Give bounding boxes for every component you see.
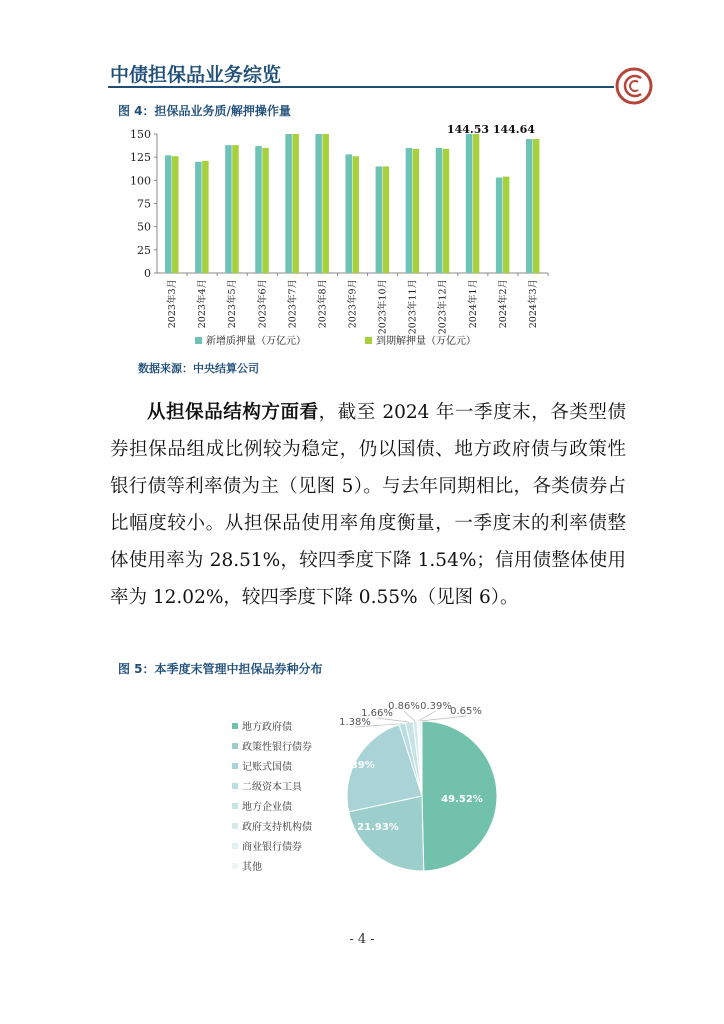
legend-swatch bbox=[232, 863, 238, 869]
legend-swatch bbox=[195, 337, 202, 344]
y-tick-label: 150 bbox=[130, 128, 151, 141]
bar-release bbox=[473, 134, 480, 273]
figure-4-title: 图 4：担保品业务质/解押操作量 bbox=[118, 104, 291, 118]
paragraph-lead: 从担保品结构方面看 bbox=[147, 402, 319, 423]
legend-label: 政府支持机构债 bbox=[242, 822, 312, 833]
ccdc-logo-icon bbox=[614, 66, 654, 106]
x-tick-label: 2023年6月 bbox=[257, 279, 269, 329]
legend-swatch bbox=[365, 337, 372, 344]
x-tick-label: 2023年7月 bbox=[287, 279, 299, 329]
bar-pledge bbox=[195, 162, 202, 273]
bar-release bbox=[202, 161, 209, 273]
x-tick-label: 2024年3月 bbox=[527, 279, 539, 329]
paragraph-text: ，截至 2024 年一季度末，各类型债券担保品组成比例较为稳定，仍以国债、地方政府债与政策性银行债等利率债为主（见图 5）。与去年同期相比，各类债券占比幅度较小。从担保品使用率角度衡量，一季度末的利率债整体使用率为 28.51%，较四季度下降 1.54%；信用债整体使用率为 12.02%，较四季度下降 0.55%（见图 6）。 bbox=[110, 402, 626, 608]
bar-pledge bbox=[315, 134, 322, 273]
legend-swatch bbox=[232, 823, 238, 829]
bar-release bbox=[533, 139, 540, 273]
pie-data-label: 23.39% bbox=[333, 760, 375, 771]
legend-label: 商业银行债券 bbox=[242, 842, 302, 853]
legend-swatch bbox=[232, 803, 238, 809]
x-tick-label: 2023年8月 bbox=[317, 279, 329, 329]
body-paragraph bbox=[110, 394, 626, 616]
data-label: 144.53 144.64 bbox=[446, 123, 535, 136]
pie-data-label: 1.66% bbox=[361, 708, 393, 719]
pie-data-label: 0.65% bbox=[450, 706, 482, 717]
figure-5-title: 图 5：本季度末管理中担保品券种分布 bbox=[118, 662, 323, 676]
bar-pledge bbox=[255, 146, 262, 273]
pie-data-label: 21.93% bbox=[357, 822, 399, 833]
y-tick-label: 50 bbox=[137, 220, 151, 234]
legend-swatch bbox=[232, 763, 238, 769]
x-tick-label: 2023年4月 bbox=[197, 279, 209, 329]
page-header-title: 中债担保品业务综览 bbox=[110, 64, 282, 86]
bar-release bbox=[413, 149, 420, 273]
pie-data-label: 0.86% bbox=[388, 701, 420, 712]
header-divider bbox=[108, 86, 614, 88]
bar-pledge bbox=[406, 148, 413, 273]
y-tick-label: 75 bbox=[137, 197, 151, 211]
bar-release bbox=[262, 148, 269, 273]
legend-label: 地方政府债 bbox=[242, 722, 292, 733]
bar-release bbox=[503, 177, 510, 273]
pie-data-label: 0.39% bbox=[420, 701, 452, 712]
bar-pledge bbox=[225, 145, 232, 273]
legend-label: 记账式国债 bbox=[242, 762, 292, 773]
y-tick-label: 100 bbox=[130, 174, 151, 188]
x-tick-label: 2023年3月 bbox=[167, 279, 179, 329]
legend-label: 新增质押量（万亿元） bbox=[206, 336, 306, 347]
x-tick-label: 2023年5月 bbox=[227, 279, 239, 329]
bar-pledge bbox=[376, 166, 383, 273]
bar-chart bbox=[100, 118, 580, 358]
bar-release bbox=[443, 149, 450, 273]
y-tick-label: 125 bbox=[130, 151, 151, 165]
pie-chart bbox=[220, 690, 520, 890]
legend-label: 二级资本工具 bbox=[242, 782, 302, 793]
figure-4-source: 数据来源：中央结算公司 bbox=[138, 362, 259, 375]
legend-swatch bbox=[232, 743, 238, 749]
legend-swatch bbox=[232, 723, 238, 729]
bar-release bbox=[353, 156, 360, 273]
pie-data-label: 1.38% bbox=[339, 717, 371, 728]
bar-release bbox=[172, 156, 179, 273]
bar-release bbox=[322, 134, 329, 273]
legend-label: 到期解押量（万亿元） bbox=[376, 336, 476, 347]
bar-pledge bbox=[285, 134, 292, 273]
bar-pledge bbox=[466, 134, 473, 273]
x-tick-label: 2023年12月 bbox=[437, 279, 449, 335]
bar-pledge bbox=[346, 154, 353, 273]
page-number: - 4 - bbox=[349, 932, 375, 947]
x-tick-label: 2024年2月 bbox=[497, 279, 509, 329]
bar-release bbox=[232, 145, 239, 273]
bar-pledge bbox=[436, 148, 443, 273]
bar-pledge bbox=[165, 155, 172, 273]
x-tick-label: 2023年9月 bbox=[347, 279, 359, 329]
x-tick-label: 2024年1月 bbox=[467, 279, 479, 329]
legend-label: 地方企业债 bbox=[242, 802, 292, 813]
legend-swatch bbox=[232, 843, 238, 849]
x-tick-label: 2023年11月 bbox=[407, 279, 419, 335]
leader-line bbox=[404, 711, 415, 721]
bar-pledge bbox=[526, 139, 533, 273]
pie-data-label: 49.52% bbox=[441, 794, 483, 805]
x-tick-label: 2023年10月 bbox=[377, 279, 389, 335]
bar-release bbox=[383, 166, 390, 273]
bar-pledge bbox=[496, 178, 503, 273]
y-tick-label: 0 bbox=[144, 267, 151, 280]
bar-release bbox=[292, 134, 299, 273]
legend-label: 其他 bbox=[242, 862, 262, 873]
legend-label: 政策性银行债券 bbox=[242, 742, 312, 753]
y-tick-label: 25 bbox=[137, 243, 151, 257]
legend-swatch bbox=[232, 783, 238, 789]
